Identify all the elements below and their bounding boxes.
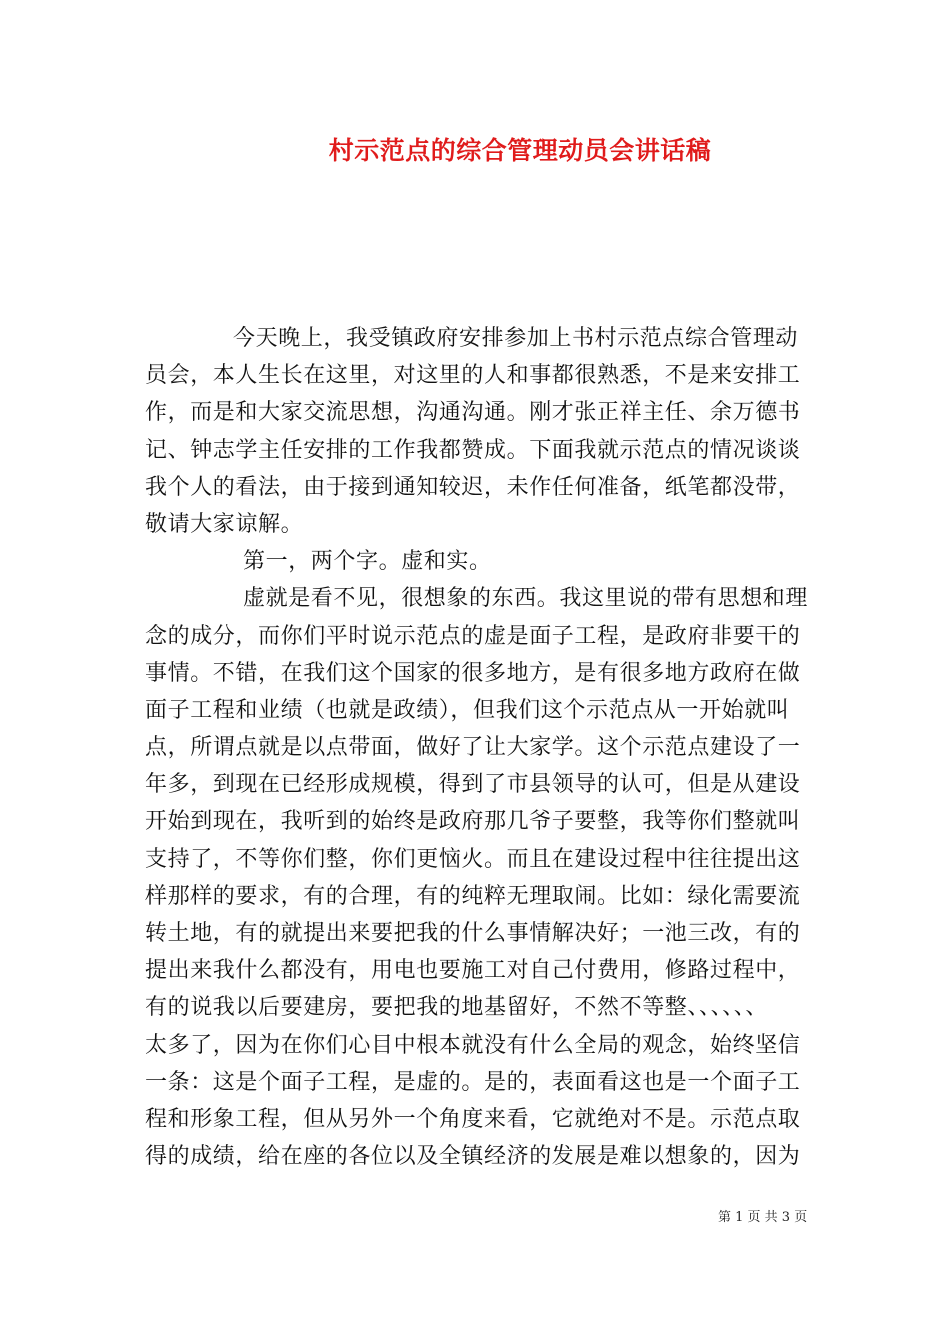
body-line: 开始到现在，我听到的始终是政府那几爷子要整，我等你们整就叫 bbox=[145, 809, 801, 835]
body-line: 太多了，因为在你们心目中根本就没有什么全局的观念，始终坚信 bbox=[145, 1032, 801, 1058]
body-line: 事情。不错，在我们这个国家的很多地方，是有很多地方政府在做 bbox=[145, 660, 801, 686]
body-line: 年多，到现在已经形成规模，得到了市县领导的认可，但是从建设 bbox=[145, 772, 801, 798]
body-line: 面子工程和业绩（也就是政绩），但我们这个示范点从一开始就叫 bbox=[145, 697, 790, 723]
page-number: 第 1 页 共 3 页 bbox=[718, 1210, 808, 1225]
body-line: 作，而是和大家交流思想，沟通沟通。刚才张正祥主任、余万德书 bbox=[145, 400, 801, 426]
document-title: 村示范点的综合管理动员会讲话稿 bbox=[328, 136, 712, 165]
body-line: 一条：这是个面子工程，是虚的。是的，表面看这也是一个面子工 bbox=[145, 1069, 801, 1095]
body-line: 支持了，不等你们整，你们更恼火。而且在建设过程中往往提出这 bbox=[145, 846, 801, 872]
body-line: 虚就是看不见，很想象的东西。我这里说的带有思想和理 bbox=[243, 586, 809, 612]
body-line: 记、钟志学主任安排的工作我都赞成。下面我就示范点的情况谈谈 bbox=[145, 437, 801, 463]
body-line: 今天晚上，我受镇政府安排参加上书村示范点综合管理动 bbox=[233, 326, 799, 351]
body-line: 得的成绩，给在座的各位以及全镇经济的发展是难以想象的，因为 bbox=[145, 1144, 801, 1170]
body-line: 样那样的要求，有的合理，有的纯粹无理取闹。比如：绿化需要流 bbox=[145, 883, 801, 909]
body-line: 敬请大家谅解。 bbox=[145, 511, 304, 537]
body-line: 提出来我什么都没有，用电也要施工对自己付费用，修路过程中， bbox=[145, 958, 801, 984]
document-body bbox=[145, 320, 809, 1175]
body-line: 员会，本人生长在这里，对这里的人和事都很熟悉，不是来安排工 bbox=[145, 363, 801, 389]
body-line: 程和形象工程，但从另外一个角度来看，它就绝对不是。示范点取 bbox=[145, 1106, 801, 1132]
body-line: 我个人的看法，由于接到通知较迟，未作任何准备，纸笔都没带， bbox=[145, 474, 801, 500]
body-line: 点，所谓点就是以点带面，做好了让大家学。这个示范点建设了一 bbox=[145, 735, 801, 761]
section-heading: 第一，两个字。虚和实。 bbox=[243, 549, 492, 575]
body-line: 有的说我以后要建房，要把我的地基留好，不然不等整、、、、、、 bbox=[145, 995, 769, 1021]
body-line: 念的成分，而你们平时说示范点的虚是面子工程，是政府非要干的 bbox=[145, 623, 801, 649]
body-line: 转土地，有的就提出来要把我的什么事情解决好；一池三改，有的 bbox=[145, 921, 801, 946]
